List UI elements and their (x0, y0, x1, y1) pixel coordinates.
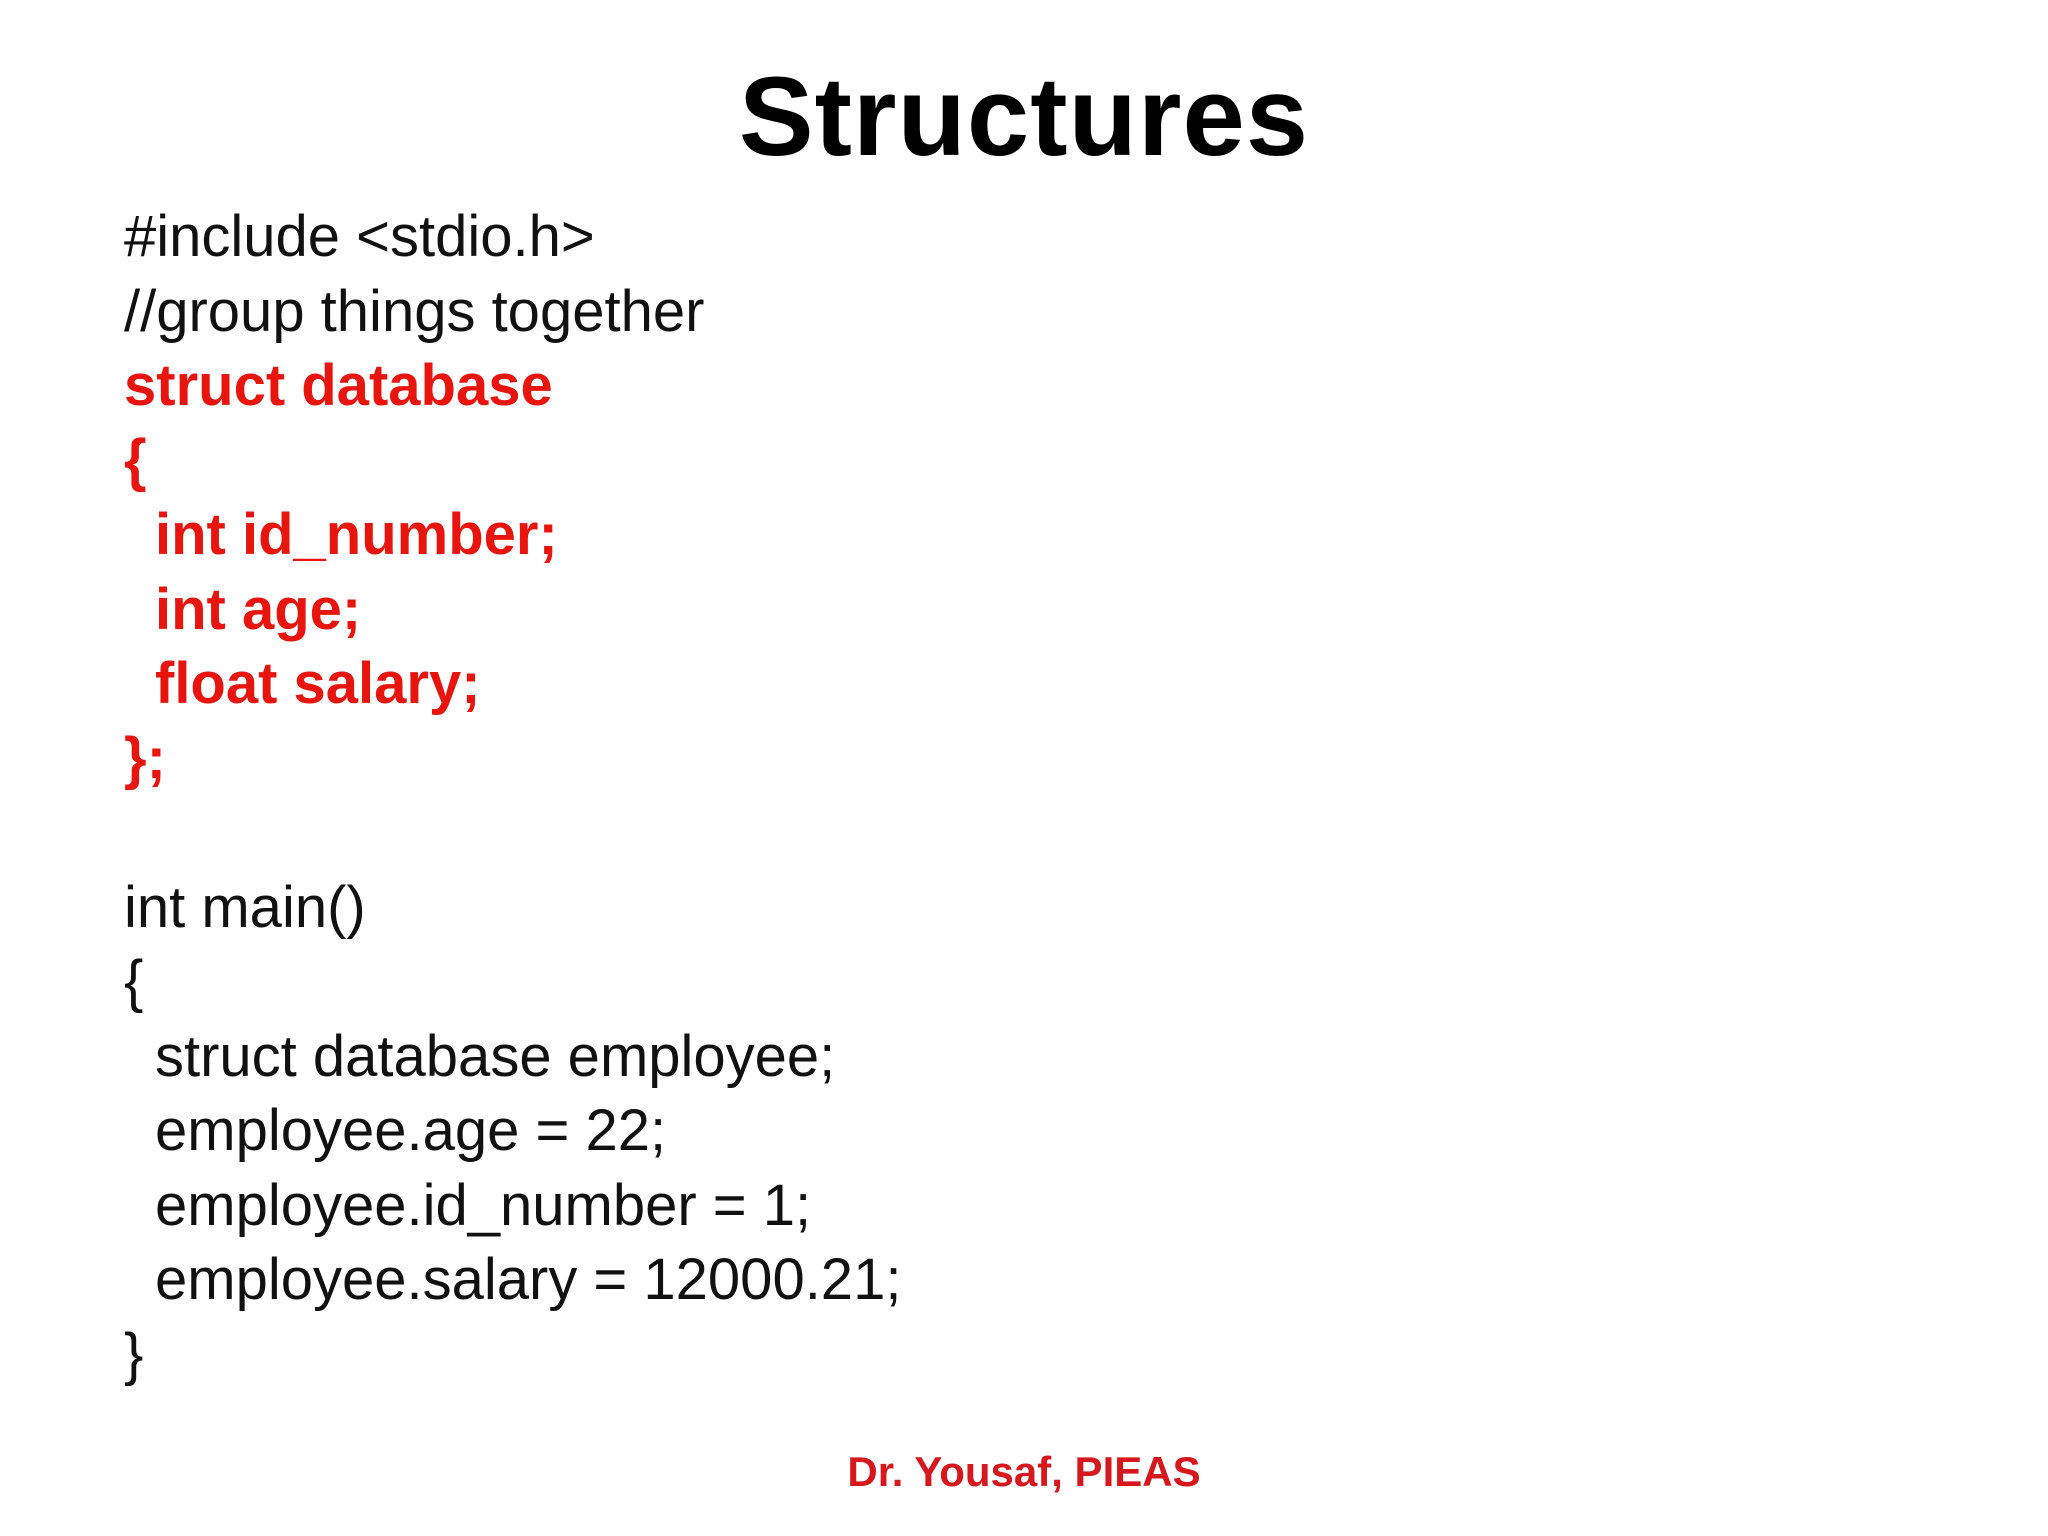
code-line-main-signature: int main() (124, 874, 366, 940)
code-line-assign-age: employee.age = 22; (155, 1098, 667, 1163)
code-block (124, 200, 1624, 1392)
code-line-main-open-brace: { (124, 949, 144, 1014)
code-line-employee-declaration: struct database employee; (155, 1023, 836, 1089)
code-line-assign-id-number: employee.id_number = 1; (155, 1172, 812, 1238)
code-line-assign-salary: employee.salary = 12000.21; (155, 1247, 902, 1312)
slide-footer: Dr. Yousaf, PIEAS (847, 1448, 1201, 1495)
slide-title: Structures (738, 54, 1310, 179)
code-line-struct-close-brace: }; (124, 725, 166, 791)
code-line-comment: //group things together (124, 278, 705, 344)
code-line-struct-declaration: struct database (124, 353, 553, 418)
code-line-main-close-brace: } (124, 1321, 144, 1387)
code-line-member-salary: float salary; (155, 651, 481, 716)
code-line-blank (124, 796, 1624, 871)
code-line-member-id-number: int id_number; (155, 502, 558, 567)
code-line-include: #include <stdio.h> (124, 204, 595, 269)
code-line-member-age: int age; (155, 576, 362, 642)
code-line-struct-open-brace: { (124, 427, 147, 493)
